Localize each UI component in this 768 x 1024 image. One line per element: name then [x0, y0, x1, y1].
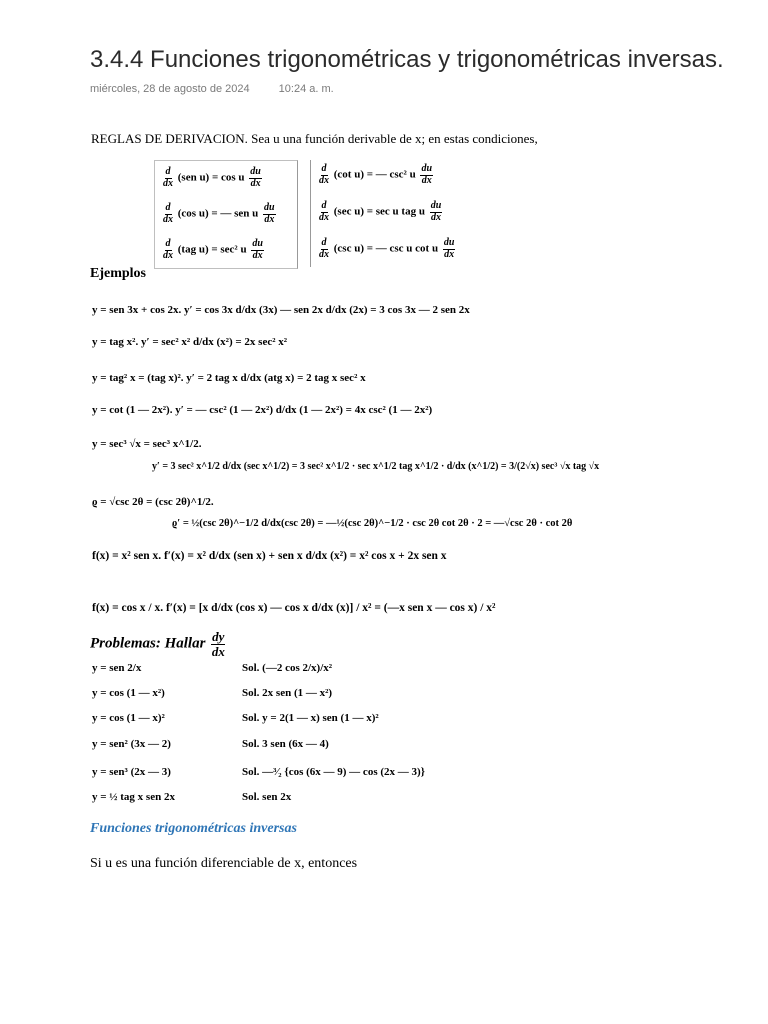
problem-solution: Sol. y = 2(1 — x) sen (1 — x)²: [242, 712, 379, 724]
example-line: ϱ′ = ½(csc 2θ)^−1/2 d/dx(csc 2θ) = —½(csc 2θ)^−1/2 · csc 2θ cot 2θ · 2 = —√csc 2θ · cot 2θ: [172, 518, 573, 529]
examples-panel: [88, 296, 602, 540]
problem-solution: Sol. sen 2x: [242, 791, 292, 803]
derivative-rules-left: [154, 160, 298, 269]
page-metadata: [90, 83, 334, 95]
rule-tag: $\frac{d}{dx}$ (tag u) = sec² u $\frac{du}{dx}$: [163, 238, 263, 261]
example-line: y′ = 3 sec² x^1/2 d/dx (sec x^1/2) = 3 sec² x^1/2 · sec x^1/2 tag x^1/2 · d/dx (x^1/2) = 3/(2√x) sec³ √x tag √x: [152, 461, 600, 472]
intro-text: REGLAS DE DERIVACION. Sea u una función derivable de x; en estas condiciones,: [91, 131, 538, 146]
dy-dx-fraction: $\frac{dy}{dx}$: [211, 629, 225, 659]
problems-panel: [88, 660, 448, 806]
rule-cot: $\frac{d}{dx}$ (cot u) = — csc² u $\frac{du}{dx}$: [319, 163, 433, 186]
example-line: y = sec³ √x = sec³ x^1/2.: [92, 438, 202, 450]
section-heading: Funciones trigonométricas inversas: [90, 821, 297, 836]
example-line: y = sen 3x + cos 2x. y′ = cos 3x d/dx (3x) — sen 2x d/dx (2x) = 3 cos 3x — 2 sen 2x: [92, 304, 470, 316]
rule-cos: $\frac{d}{dx}$ (cos u) = — sen u $\frac{du}{dx}$: [163, 202, 275, 225]
example-line: ϱ = √csc 2θ = (csc 2θ)^1/2.: [92, 496, 214, 508]
problem-solution: Sol. (—2 cos 2/x)/x²: [242, 662, 333, 674]
rule-csc: $\frac{d}{dx}$ (csc u) = — csc u cot u $\frac{du}{dx}$: [319, 237, 455, 260]
derivative-rules-right: [310, 160, 473, 267]
examples-panel-2: [88, 540, 522, 630]
problem-question: y = cos (1 — x)²: [92, 712, 165, 724]
problem-question: y = sen² (3x — 2): [92, 738, 171, 750]
example-line: y = tag x². y′ = sec² x² d/dx (x²) = 2x sec² x²: [92, 336, 288, 348]
problem-solution: Sol. 2x sen (1 — x²): [242, 687, 333, 699]
problems-heading: Problemas: Hallar $\frac{dy}{dx}$: [90, 629, 225, 659]
example-line: y = tag² x = (tag x)². y′ = 2 tag x d/dx (atg x) = 2 tag x sec² x: [92, 372, 366, 384]
rule-sec: $\frac{d}{dx}$ (sec u) = sec u tag u $\frac{du}{dx}$: [319, 200, 442, 223]
problem-question: y = sen³ (2x — 3): [92, 766, 171, 778]
problem-solution: Sol. 3 sen (6x — 4): [242, 738, 329, 750]
rule-sen: $\frac{d}{dx}$ (sen u) = cos u $\frac{du}{dx}$: [163, 166, 261, 189]
problem-question: y = ½ tag x sen 2x: [92, 791, 175, 803]
examples-heading: Ejemplos: [90, 266, 146, 281]
example-line: f(x) = cos x / x. f′(x) = [x d/dx (cos x) — cos x d/dx (x)] / x² = (—x sen x — cos x) / x²: [92, 602, 496, 614]
problem-question: y = cos (1 — x²): [92, 687, 165, 699]
example-line: y = cot (1 — 2x²). y′ = — csc² (1 — 2x²) d/dx (1 — 2x²) = 4x csc² (1 — 2x²): [92, 404, 433, 416]
page-title: 3.4.4 Funciones trigonométricas y trigonométricas inversas.: [90, 46, 724, 73]
problem-question: y = sen 2/x: [92, 662, 142, 674]
page-date: miércoles, 28 de agosto de 2024: [90, 83, 250, 95]
problem-solution: Sol. —³⁄₂ {cos (6x — 9) — cos (2x — 3)}: [242, 766, 426, 778]
example-line: f(x) = x² sen x. f′(x) = x² d/dx (sen x) + sen x d/dx (x²) = x² cos x + 2x sen x: [92, 550, 447, 562]
body-paragraph: Si u es una función diferenciable de x, entonces: [90, 856, 358, 871]
page-time: 10:24 a. m.: [278, 83, 334, 95]
